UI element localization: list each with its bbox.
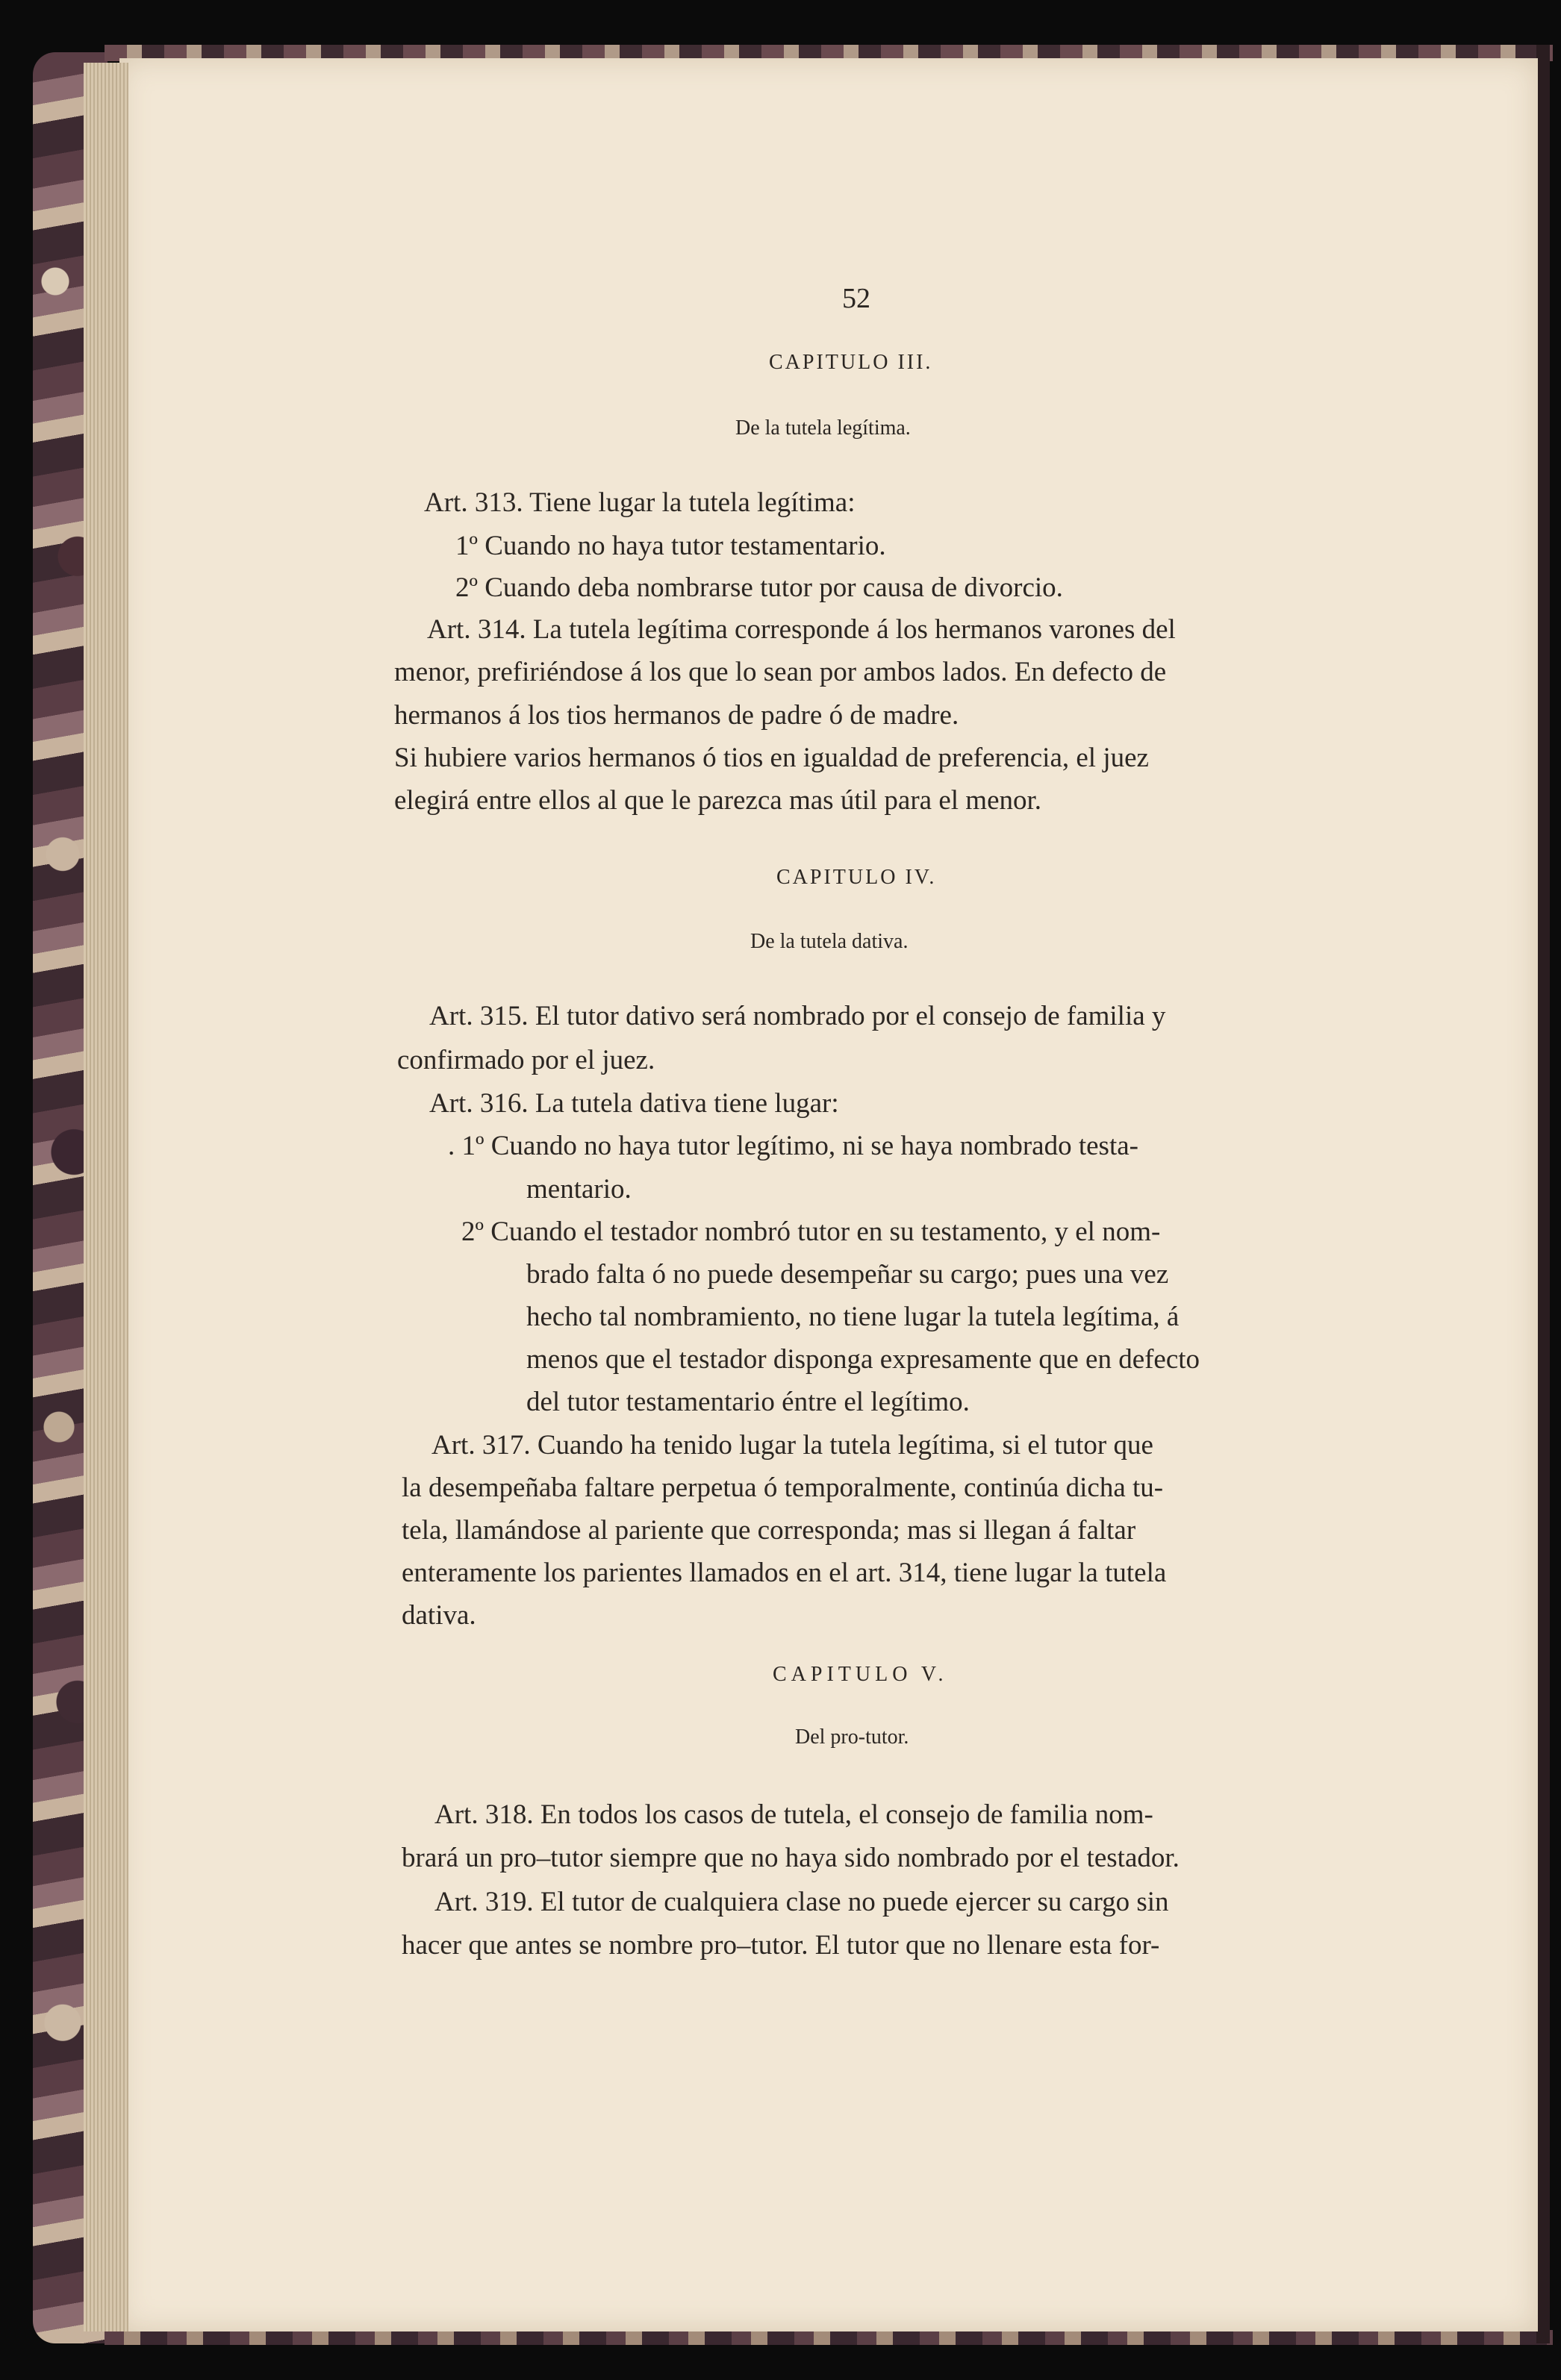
text-line: Art. 316. La tutela dativa tiene lugar: xyxy=(429,1088,839,1119)
text-line: mentario. xyxy=(526,1174,632,1205)
text-line: hecho tal nombramiento, no tiene lugar la tutela legítima, á xyxy=(526,1302,1180,1332)
text-line: brará un pro–tutor siempre que no haya sido nombrado por el testador. xyxy=(402,1843,1180,1873)
text-line: confirmado por el juez. xyxy=(397,1045,655,1075)
page-number: 52 xyxy=(842,283,870,314)
text-line: Art. 318. En todos los casos de tutela, el consejo de familia nom- xyxy=(434,1799,1153,1830)
right-binding-edge xyxy=(1536,45,1550,2343)
text-line: Art. 313. Tiene lugar la tutela legítima: xyxy=(424,487,856,518)
text-line: elegirá entre ellos al que le parezca mas útil para el menor. xyxy=(394,785,1042,816)
chapter-4-subtitle: De la tutela dativa. xyxy=(750,930,909,953)
bottom-binding-edge xyxy=(105,2330,1553,2345)
chapter-3-title: CAPITULO III. xyxy=(769,351,933,374)
text-line: la desempeñaba faltare perpetua ó temporalmente, continúa dicha tu- xyxy=(402,1472,1164,1503)
text-line: brado falta ó no puede desempeñar su cargo; pues una vez xyxy=(526,1259,1169,1290)
chapter-3-subtitle: De la tutela legítima. xyxy=(735,416,911,440)
text-line: Art. 319. El tutor de cualquiera clase no puede ejercer su cargo sin xyxy=(434,1887,1169,1917)
text-line: Si hubiere varios hermanos ó tios en igualdad de preferencia, el juez xyxy=(394,743,1149,773)
chapter-4-title: CAPITULO IV. xyxy=(776,866,937,889)
text-line: tela, llamándose al pariente que corresponda; mas si llegan á faltar xyxy=(402,1515,1136,1546)
book-page xyxy=(119,58,1538,2331)
text-line: Art. 314. La tutela legítima corresponde á los hermanos varones del xyxy=(427,614,1176,645)
text-line: menos que el testador disponga expresamente que en defecto xyxy=(526,1344,1200,1375)
text-line: enteramente los parientes llamados en el art. 314, tiene lugar la tutela xyxy=(402,1558,1167,1588)
text-line: Art. 315. El tutor dativo será nombrado por el consejo de familia y xyxy=(429,1001,1166,1031)
text-line: 2º Cuando el testador nombró tutor en su testamento, y el nom- xyxy=(461,1216,1161,1247)
text-line: 2º Cuando deba nombrarse tutor por causa de divorcio. xyxy=(455,572,1063,603)
text-line: . 1º Cuando no haya tutor legítimo, ni se haya nombrado testa- xyxy=(448,1131,1138,1161)
page-stack-edges xyxy=(84,63,128,2331)
chapter-5-subtitle: Del pro-tutor. xyxy=(795,1725,909,1749)
text-line: hacer que antes se nombre pro–tutor. El tutor que no llenare esta for- xyxy=(402,1930,1160,1961)
text-line: Art. 317. Cuando ha tenido lugar la tutela legítima, si el tutor que xyxy=(431,1430,1153,1461)
chapter-5-title: CAPITULO V. xyxy=(773,1663,948,1686)
text-line: hermanos á los tios hermanos de padre ó de madre. xyxy=(394,700,959,731)
text-line: menor, prefiriéndose á los que lo sean por ambos lados. En defecto de xyxy=(394,657,1167,687)
text-line: del tutor testamentario éntre el legítimo. xyxy=(526,1387,970,1417)
text-line: dativa. xyxy=(402,1600,476,1631)
text-line: 1º Cuando no haya tutor testamentario. xyxy=(455,531,886,561)
